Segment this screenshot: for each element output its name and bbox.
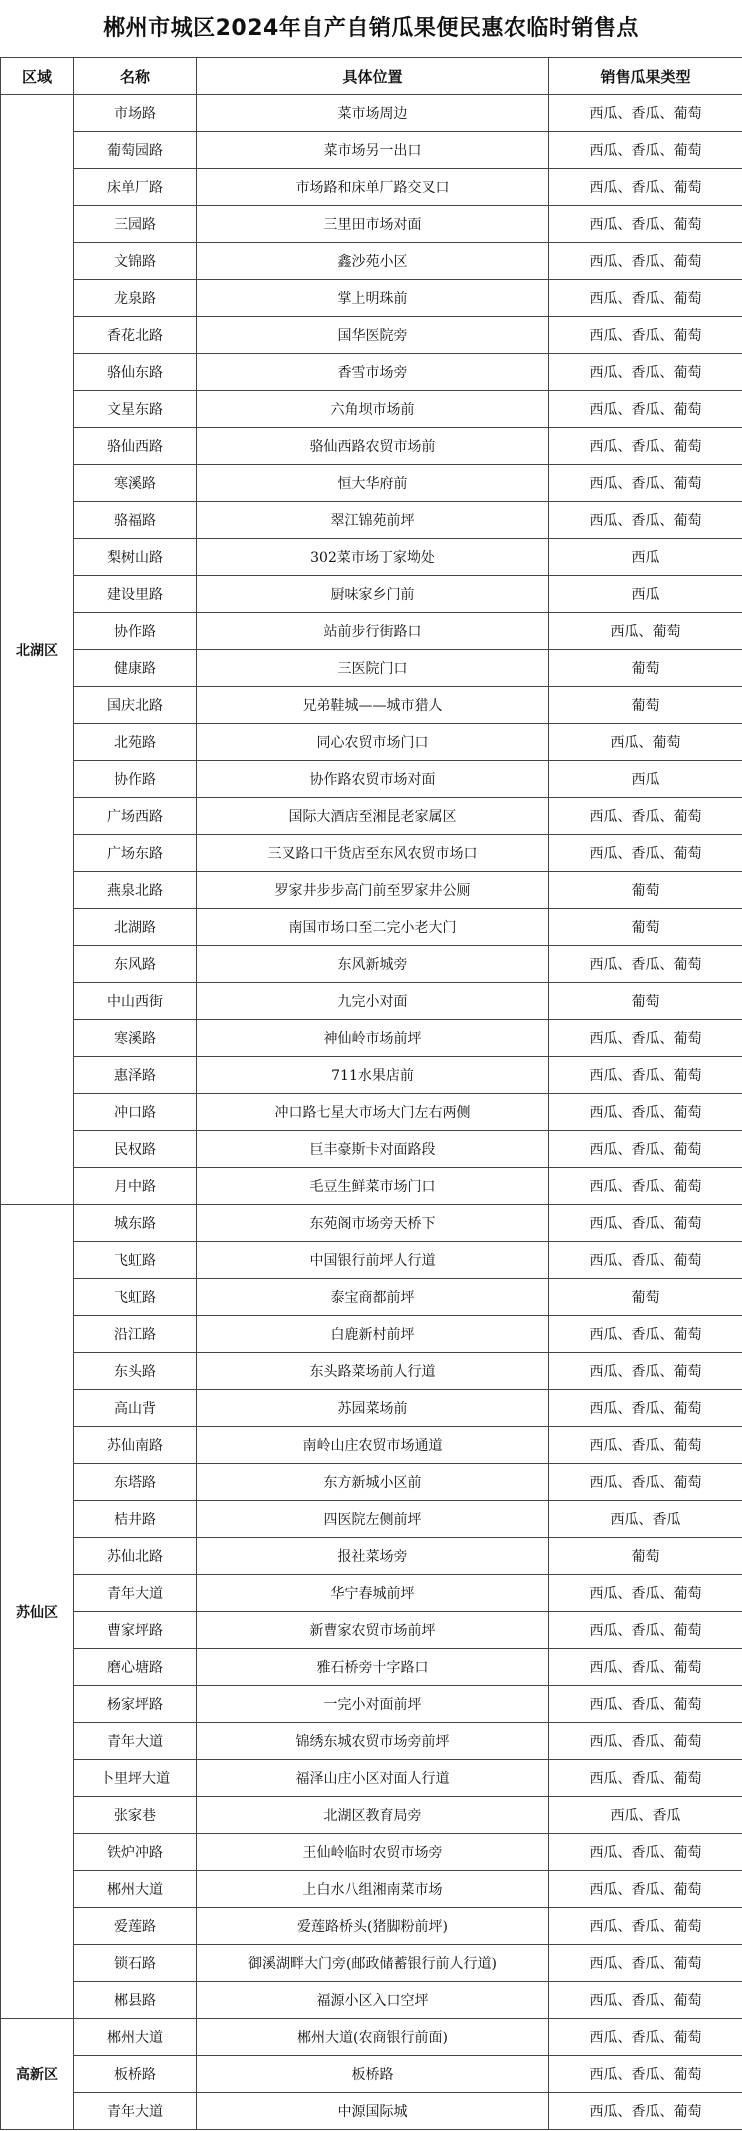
name-cell: 骆仙西路: [74, 428, 197, 465]
table-row: [1, 1279, 742, 1316]
table-row: [1, 1168, 742, 1205]
location-cell: 三医院门口: [197, 650, 549, 687]
location-cell: 掌上明珠前: [197, 280, 549, 317]
name-cell: 中山西街: [74, 983, 197, 1020]
table-row: [1, 1464, 742, 1501]
name-cell: 建设里路: [74, 576, 197, 613]
table-row: [1, 354, 742, 391]
fruit-type-cell: 西瓜、香瓜: [549, 1797, 742, 1834]
table-row: [1, 317, 742, 354]
name-cell: 东塔路: [74, 1464, 197, 1501]
table-row: [1, 1760, 742, 1797]
location-cell: 东方新城小区前: [197, 1464, 549, 1501]
fruit-type-cell: 西瓜、香瓜、葡萄: [549, 1982, 742, 2019]
table-row: [1, 1982, 742, 2019]
name-cell: 梨树山路: [74, 539, 197, 576]
location-cell: 报社菜场旁: [197, 1538, 549, 1575]
location-cell: 福泽山庄小区对面人行道: [197, 1760, 549, 1797]
name-cell: 惠泽路: [74, 1057, 197, 1094]
name-cell: 板桥路: [74, 2056, 197, 2093]
name-cell: 东头路: [74, 1353, 197, 1390]
fruit-type-cell: 西瓜、香瓜、葡萄: [549, 1723, 742, 1760]
table-row: [1, 687, 742, 724]
name-cell: 高山背: [74, 1390, 197, 1427]
district-cell: 高新区: [1, 2019, 74, 2130]
location-cell: 三里田市场对面: [197, 206, 549, 243]
fruit-type-cell: 西瓜、香瓜、葡萄: [549, 1464, 742, 1501]
table-row: [1, 1649, 742, 1686]
location-cell: 中国银行前坪人行道: [197, 1242, 549, 1279]
table-row: [1, 465, 742, 502]
location-cell: 三叉路口干货店至东风农贸市场口: [197, 835, 549, 872]
name-cell: 广场东路: [74, 835, 197, 872]
fruit-type-cell: 西瓜、香瓜、葡萄: [549, 2056, 742, 2093]
table-row: [1, 761, 742, 798]
header-name: 名称: [74, 58, 197, 95]
fruit-type-cell: 西瓜、香瓜、葡萄: [549, 2019, 742, 2056]
fruit-type-cell: 葡萄: [549, 983, 742, 1020]
location-cell: 翠江锦苑前坪: [197, 502, 549, 539]
table-row: [1, 983, 742, 1020]
fruit-type-cell: 西瓜、香瓜、葡萄: [549, 1205, 742, 1242]
fruit-type-cell: 西瓜、香瓜、葡萄: [549, 1316, 742, 1353]
table-row: [1, 95, 742, 132]
table-row: [1, 1612, 742, 1649]
fruit-type-cell: 西瓜、香瓜、葡萄: [549, 1131, 742, 1168]
location-cell: 上白水八组湘南菜市场: [197, 1871, 549, 1908]
table-row: [1, 1020, 742, 1057]
name-cell: 龙泉路: [74, 280, 197, 317]
fruit-type-cell: 西瓜、香瓜、葡萄: [549, 502, 742, 539]
location-cell: 菜市场周边: [197, 95, 549, 132]
fruit-type-cell: 葡萄: [549, 650, 742, 687]
location-cell: 华宁春城前坪: [197, 1575, 549, 1612]
name-cell: 苏仙北路: [74, 1538, 197, 1575]
fruit-type-cell: 西瓜、香瓜、葡萄: [549, 1686, 742, 1723]
table-row: [1, 1131, 742, 1168]
table-row: [1, 2019, 742, 2056]
fruit-type-cell: 西瓜、香瓜、葡萄: [549, 1353, 742, 1390]
location-cell: 郴州大道(农商银行前面): [197, 2019, 549, 2056]
name-cell: 飞虹路: [74, 1279, 197, 1316]
fruit-type-cell: 西瓜、香瓜、葡萄: [549, 1834, 742, 1871]
fruit-type-cell: 西瓜、香瓜、葡萄: [549, 465, 742, 502]
table-row: [1, 206, 742, 243]
location-cell: 恒大华府前: [197, 465, 549, 502]
name-cell: 骆福路: [74, 502, 197, 539]
fruit-type-cell: 葡萄: [549, 909, 742, 946]
name-cell: 卜里坪大道: [74, 1760, 197, 1797]
fruit-type-cell: 西瓜、香瓜、葡萄: [549, 169, 742, 206]
name-cell: 健康路: [74, 650, 197, 687]
fruit-type-cell: 西瓜、香瓜、葡萄: [549, 1390, 742, 1427]
fruit-type-cell: 西瓜、香瓜、葡萄: [549, 946, 742, 983]
location-cell: 协作路农贸市场对面: [197, 761, 549, 798]
name-cell: 沿江路: [74, 1316, 197, 1353]
fruit-type-cell: 西瓜、香瓜、葡萄: [549, 1760, 742, 1797]
table-row: [1, 132, 742, 169]
table-row: [1, 1945, 742, 1982]
fruit-type-cell: 西瓜、香瓜、葡萄: [549, 798, 742, 835]
fruit-type-cell: 西瓜、香瓜、葡萄: [549, 1575, 742, 1612]
location-cell: 福源小区入口空坪: [197, 1982, 549, 2019]
location-cell: 菜市场另一出口: [197, 132, 549, 169]
name-cell: 城东路: [74, 1205, 197, 1242]
name-cell: 北湖路: [74, 909, 197, 946]
name-cell: 市场路: [74, 95, 197, 132]
name-cell: 文星东路: [74, 391, 197, 428]
header-district: 区域: [1, 58, 74, 95]
name-cell: 寒溪路: [74, 465, 197, 502]
fruit-type-cell: 西瓜、香瓜、葡萄: [549, 1945, 742, 1982]
fruit-type-cell: 西瓜、香瓜、葡萄: [549, 1094, 742, 1131]
table-row: [1, 1538, 742, 1575]
table-row: [1, 1834, 742, 1871]
fruit-type-cell: 西瓜、香瓜、葡萄: [549, 1057, 742, 1094]
fruit-type-cell: 西瓜、香瓜、葡萄: [549, 1168, 742, 1205]
location-cell: 锦绣东城农贸市场旁前坪: [197, 1723, 549, 1760]
table-row: [1, 243, 742, 280]
location-cell: 北湖区教育局旁: [197, 1797, 549, 1834]
name-cell: 郴县路: [74, 1982, 197, 2019]
location-cell: 站前步行街路口: [197, 613, 549, 650]
location-cell: 四医院左侧前坪: [197, 1501, 549, 1538]
location-cell: 国华医院旁: [197, 317, 549, 354]
fruit-type-cell: 西瓜: [549, 539, 742, 576]
location-cell: 泰宝商都前坪: [197, 1279, 549, 1316]
fruit-type-cell: 西瓜、香瓜、葡萄: [549, 1649, 742, 1686]
table-row: [1, 2056, 742, 2093]
table-row: [1, 391, 742, 428]
fruit-type-cell: 西瓜、葡萄: [549, 724, 742, 761]
location-cell: 六角坝市场前: [197, 391, 549, 428]
name-cell: 北苑路: [74, 724, 197, 761]
fruit-type-cell: 西瓜、香瓜: [549, 1501, 742, 1538]
table-row: [1, 1686, 742, 1723]
name-cell: 燕泉北路: [74, 872, 197, 909]
location-cell: 新曹家农贸市场前坪: [197, 1612, 549, 1649]
name-cell: 飞虹路: [74, 1242, 197, 1279]
table-row: [1, 1908, 742, 1945]
location-cell: 苏园菜场前: [197, 1390, 549, 1427]
location-cell: 同心农贸市场门口: [197, 724, 549, 761]
location-cell: 东苑阁市场旁天桥下: [197, 1205, 549, 1242]
location-cell: 东头路菜场前人行道: [197, 1353, 549, 1390]
name-cell: 葡萄园路: [74, 132, 197, 169]
name-cell: 青年大道: [74, 1575, 197, 1612]
fruit-type-cell: 西瓜、香瓜、葡萄: [549, 1242, 742, 1279]
header-row: [1, 58, 742, 95]
name-cell: 民权路: [74, 1131, 197, 1168]
location-cell: 鑫沙苑小区: [197, 243, 549, 280]
fruit-type-cell: 西瓜、香瓜、葡萄: [549, 1612, 742, 1649]
table-row: [1, 835, 742, 872]
name-cell: 磨心塘路: [74, 1649, 197, 1686]
fruit-type-cell: 葡萄: [549, 1279, 742, 1316]
table-row: [1, 280, 742, 317]
location-cell: 兄弟鞋城——城市猎人: [197, 687, 549, 724]
name-cell: 桔井路: [74, 1501, 197, 1538]
name-cell: 杨家坪路: [74, 1686, 197, 1723]
fruit-type-cell: 西瓜: [549, 761, 742, 798]
table-row: [1, 2093, 742, 2130]
name-cell: 锁石路: [74, 1945, 197, 1982]
name-cell: 骆仙东路: [74, 354, 197, 391]
location-cell: 中源国际城: [197, 2093, 549, 2130]
location-cell: 板桥路: [197, 2056, 549, 2093]
name-cell: 郴州大道: [74, 2019, 197, 2056]
name-cell: 月中路: [74, 1168, 197, 1205]
fruit-type-cell: 西瓜: [549, 576, 742, 613]
name-cell: 张家巷: [74, 1797, 197, 1834]
name-cell: 爱莲路: [74, 1908, 197, 1945]
fruit-type-cell: 西瓜、香瓜、葡萄: [549, 835, 742, 872]
table-row: [1, 872, 742, 909]
location-cell: 冲口路七星大市场大门左右两侧: [197, 1094, 549, 1131]
district-cell: 北湖区: [1, 95, 74, 1205]
table-row: [1, 1723, 742, 1760]
location-cell: 市场路和床单厂路交叉口: [197, 169, 549, 206]
table-row: [1, 1797, 742, 1834]
fruit-type-cell: 西瓜、香瓜、葡萄: [549, 354, 742, 391]
fruit-type-cell: 葡萄: [549, 872, 742, 909]
fruit-type-cell: 西瓜、香瓜、葡萄: [549, 391, 742, 428]
name-cell: 曹家坪路: [74, 1612, 197, 1649]
table-row: [1, 1390, 742, 1427]
fruit-type-cell: 西瓜、香瓜、葡萄: [549, 206, 742, 243]
fruit-type-cell: 西瓜、香瓜、葡萄: [549, 1871, 742, 1908]
table-row: [1, 169, 742, 206]
table-row: [1, 1501, 742, 1538]
table-row: [1, 1094, 742, 1131]
name-cell: 郴州大道: [74, 1871, 197, 1908]
fruit-type-cell: 西瓜、香瓜、葡萄: [549, 280, 742, 317]
location-cell: 雅石桥旁十字路口: [197, 1649, 549, 1686]
name-cell: 冲口路: [74, 1094, 197, 1131]
header-location: 具体位置: [197, 58, 549, 95]
name-cell: 床单厂路: [74, 169, 197, 206]
location-cell: 巨丰豪斯卡对面路段: [197, 1131, 549, 1168]
table-row: [1, 539, 742, 576]
name-cell: 青年大道: [74, 1723, 197, 1760]
table-row: [1, 724, 742, 761]
fruit-type-cell: 西瓜、香瓜、葡萄: [549, 1020, 742, 1057]
table-row: [1, 1205, 742, 1242]
name-cell: 协作路: [74, 761, 197, 798]
fruit-type-cell: 西瓜、香瓜、葡萄: [549, 428, 742, 465]
table-row: [1, 576, 742, 613]
name-cell: 三园路: [74, 206, 197, 243]
table-row: [1, 1427, 742, 1464]
fruit-type-cell: 西瓜、香瓜、葡萄: [549, 95, 742, 132]
table-row: [1, 428, 742, 465]
page-title: 郴州市城区2024年自产自销瓜果便民惠农临时销售点: [103, 16, 639, 41]
table-row: [1, 946, 742, 983]
fruit-type-cell: 西瓜、香瓜、葡萄: [549, 243, 742, 280]
name-cell: 铁炉冲路: [74, 1834, 197, 1871]
location-cell: 香雪市场旁: [197, 354, 549, 391]
name-cell: 协作路: [74, 613, 197, 650]
table-body: [1, 95, 742, 2130]
table-row: [1, 1575, 742, 1612]
fruit-type-cell: 葡萄: [549, 687, 742, 724]
table-row: [1, 650, 742, 687]
location-cell: 爱莲路桥头(猪脚粉前坪): [197, 1908, 549, 1945]
location-cell: 王仙岭临时农贸市场旁: [197, 1834, 549, 1871]
fruit-type-cell: 西瓜、香瓜、葡萄: [549, 2093, 742, 2130]
table-row: [1, 909, 742, 946]
location-cell: 南岭山庄农贸市场通道: [197, 1427, 549, 1464]
name-cell: 广场西路: [74, 798, 197, 835]
sales-points-table: [0, 57, 742, 2130]
location-cell: 神仙岭市场前坪: [197, 1020, 549, 1057]
district-cell: 苏仙区: [1, 1205, 74, 2019]
name-cell: 香花北路: [74, 317, 197, 354]
fruit-type-cell: 西瓜、香瓜、葡萄: [549, 317, 742, 354]
fruit-type-cell: 葡萄: [549, 1538, 742, 1575]
name-cell: 国庆北路: [74, 687, 197, 724]
table-row: [1, 1871, 742, 1908]
table-row: [1, 1057, 742, 1094]
name-cell: 东风路: [74, 946, 197, 983]
table-row: [1, 502, 742, 539]
location-cell: 毛豆生鲜菜市场门口: [197, 1168, 549, 1205]
location-cell: 一完小对面前坪: [197, 1686, 549, 1723]
location-cell: 骆仙西路农贸市场前: [197, 428, 549, 465]
table-row: [1, 798, 742, 835]
location-cell: 御溪湖畔大门旁(邮政储蓄银行前人行道): [197, 1945, 549, 1982]
name-cell: 青年大道: [74, 2093, 197, 2130]
table-row: [1, 613, 742, 650]
location-cell: 白鹿新村前坪: [197, 1316, 549, 1353]
location-cell: 国际大酒店至湘昆老家属区: [197, 798, 549, 835]
fruit-type-cell: 西瓜、香瓜、葡萄: [549, 1427, 742, 1464]
location-cell: 厨味家乡门前: [197, 576, 549, 613]
location-cell: 罗家井步步高门前至罗家井公厕: [197, 872, 549, 909]
name-cell: 文锦路: [74, 243, 197, 280]
table-row: [1, 1353, 742, 1390]
header-fruit-type: 销售瓜果类型: [549, 58, 742, 95]
table-row: [1, 1316, 742, 1353]
name-cell: 寒溪路: [74, 1020, 197, 1057]
fruit-type-cell: 西瓜、香瓜、葡萄: [549, 1908, 742, 1945]
location-cell: 东风新城旁: [197, 946, 549, 983]
location-cell: 南国市场口至二完小老大门: [197, 909, 549, 946]
fruit-type-cell: 西瓜、香瓜、葡萄: [549, 132, 742, 169]
table-row: [1, 1242, 742, 1279]
fruit-type-cell: 西瓜、葡萄: [549, 613, 742, 650]
location-cell: 711水果店前: [197, 1057, 549, 1094]
location-cell: 九完小对面: [197, 983, 549, 1020]
location-cell: 302菜市场丁家坳处: [197, 539, 549, 576]
name-cell: 苏仙南路: [74, 1427, 197, 1464]
